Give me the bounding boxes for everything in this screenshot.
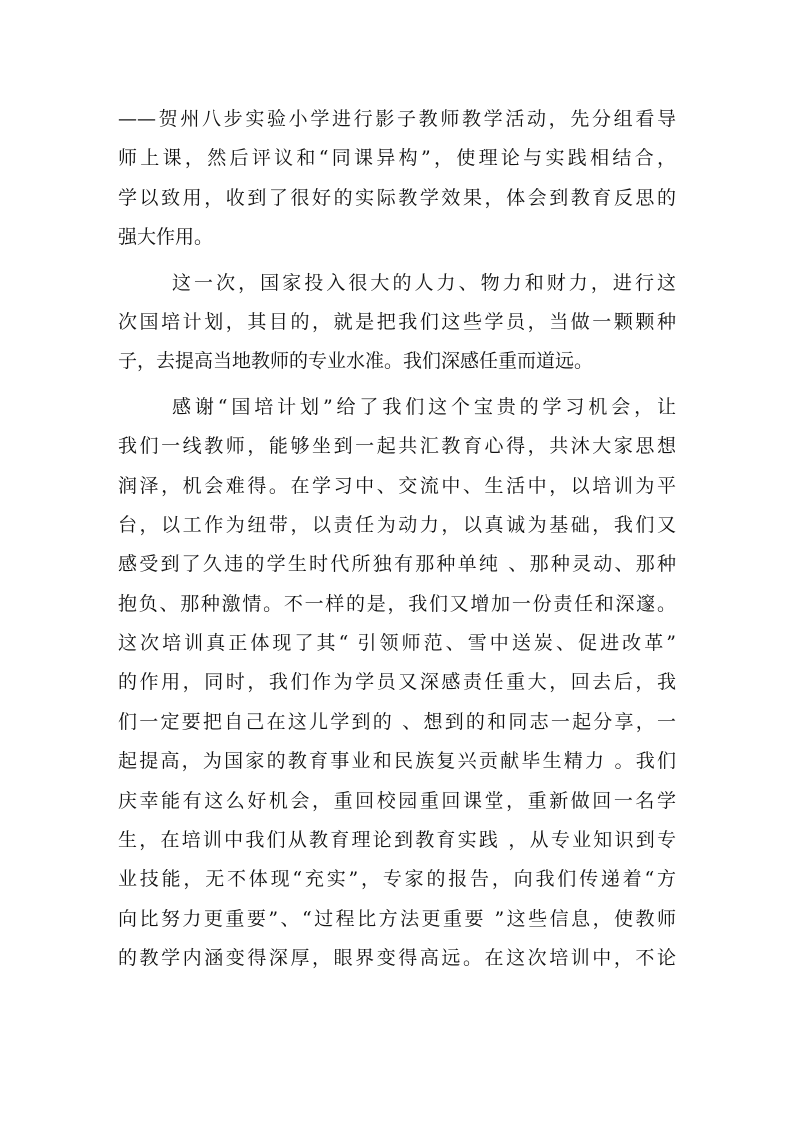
text-line: ——贺州八步实验小学进行影子教师教学活动，先分组看导 [118, 108, 676, 130]
text-line: 的作用，同时，我们作为学员又深感责任重大，回去后，我 [118, 671, 676, 694]
text-line: 向比努力更重要”、“过程比方法更重要 ”这些信息，使教师 [118, 907, 676, 930]
paragraph-3 [118, 388, 676, 1018]
paragraph-2 [118, 264, 676, 382]
text-line: 的教学内涵变得深厚，眼界变得高远。在这次培训中，不论 [118, 947, 676, 970]
text-line: 润泽，机会难得。在学习中、交流中、生活中，以培训为平 [118, 474, 676, 497]
text-line: 子，去提高当地教师的专业水准。我们深感任重而道远。 [118, 350, 594, 373]
text-line: 感受到了久违的学生时代所独有那种单纯 、那种灵动、那种 [118, 553, 676, 576]
text-column [118, 100, 676, 1018]
text-line: 我们一线教师，能够坐到一起共汇教育心得，共沐大家思想 [118, 435, 676, 458]
text-line: 学以致用，收到了很好的实际教学效果，体会到教育反思的 [118, 186, 676, 209]
text-line: 庆幸能有这么好机会，重回校园重回课堂，重新做回一名学 [118, 789, 676, 812]
text-line: 这次培训真正体现了其“ 引领师范、雪中送炭、促进改革” [118, 632, 676, 655]
text-line: 这一次，国家投入很大的人力、物力和财力，进行这 [172, 271, 676, 294]
text-line [118, 979, 676, 1018]
text-line: 业技能，无不体现“充实”，专家的报告，向我们传递着“方 [118, 868, 676, 891]
text-line: 抱负、那种激情。不一样的是，我们又增加一份责任和深邃。 [118, 592, 676, 615]
text-line: 感谢“国培计划”给了我们这个宝贵的学习机会，让 [172, 395, 676, 418]
text-line: 起提高，为国家的教育事业和民族复兴贡献毕生精力 。我们 [118, 750, 676, 773]
text-line: 生，在培训中我们从教育理论到教育实践 ，从专业知识到专 [118, 829, 676, 852]
text-line: 强大作用。 [118, 226, 214, 249]
text-line: 台，以工作为纽带，以责任为动力，以真诚为基础，我们又 [118, 513, 676, 536]
text-line: 次国培计划，其目的，就是把我们这些学员，当做一颗颗种 [118, 310, 676, 333]
text-line: 们一定要把自己在这儿学到的 、想到的和同志一起分享，一 [118, 710, 676, 733]
text-line: 师上课，然后评议和“同课异构”，使理论与实践相结合， [118, 147, 676, 170]
paragraph-1 [118, 100, 676, 258]
